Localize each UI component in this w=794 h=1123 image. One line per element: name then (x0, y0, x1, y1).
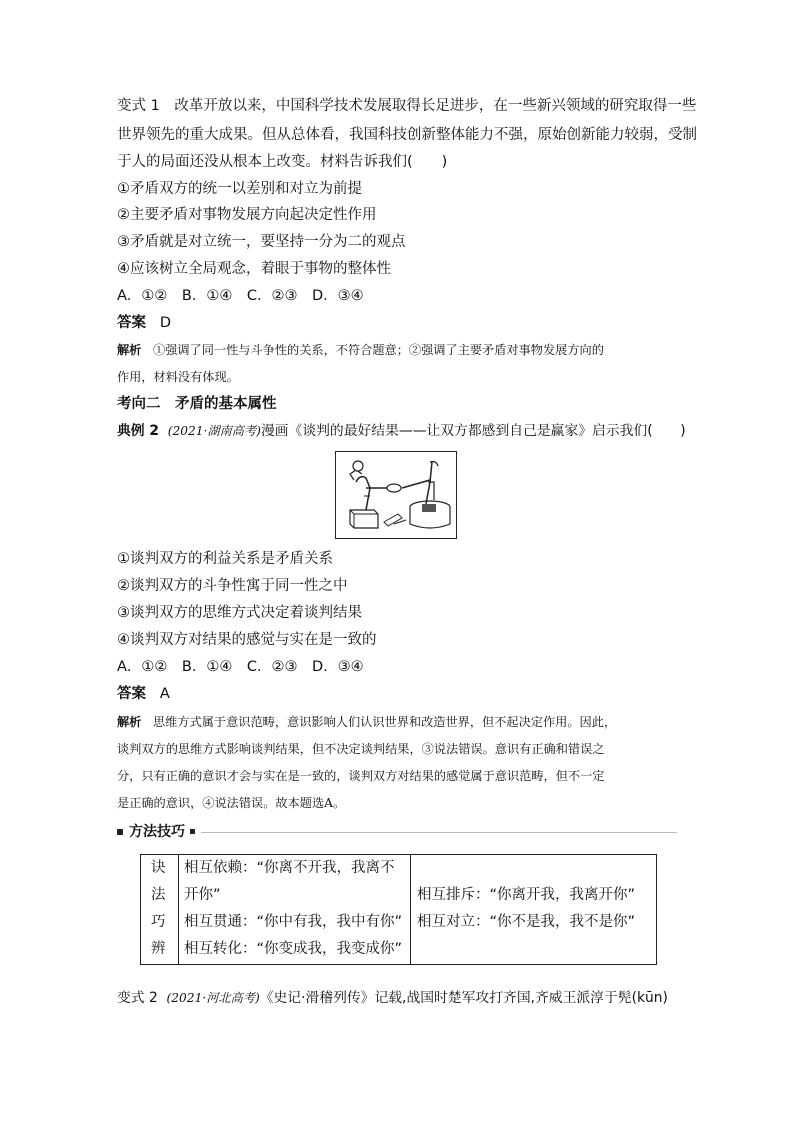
example2-option-3: ③谈判双方的思维方式决定着谈判结果 (117, 605, 362, 621)
heading-char: 巧 (151, 914, 166, 930)
divider (201, 832, 677, 833)
example2-choices: A．①② B．①④ C．②③ D．③④ (117, 659, 364, 675)
analysis-label: 解析 (117, 715, 142, 729)
table-cell-line: 相互贯通：“你中有我，我中有你” (184, 914, 403, 930)
variant2-text: 《史记·滑稽列传》记载,战国时楚军攻打齐国,齐威王派淳于髡(kūn) (259, 990, 668, 1006)
example2-analysis-line2: 谈判双方的思维方式影响谈判结果，但不决定谈判结果，③说法错误。意识有正确和错误之 (117, 742, 605, 756)
example2-analysis-line1 (117, 712, 616, 732)
table-cell-line: 相互依赖：“你离不开我，我离不 (184, 860, 395, 876)
example2-text: 漫画《谈判的最好结果——让双方都感到自己是赢家》启示我们( ) (260, 423, 686, 439)
example2-option-2: ②谈判双方的斗争性寓于同一性之中 (117, 578, 348, 594)
example2-source: (2021·湖南高考) (167, 424, 261, 438)
answer-value: A (159, 686, 170, 702)
table-column-heading (141, 855, 179, 964)
table-column-struggle (411, 855, 656, 964)
variant2-stem (117, 988, 668, 1008)
bullet-square-icon (190, 829, 195, 834)
cartoon-figure (335, 451, 457, 539)
variant1-stem-line1: 变式 1 改革开放以来，中国科学技术发展取得长足进步，在一些新兴领域的研究取得一些 (117, 98, 697, 114)
variant1-option-4: ④应该树立全局观念，着眼于事物的整体性 (117, 261, 391, 277)
bullet-square-icon (117, 829, 123, 835)
table-cell-line: 相互转化：“你变成我，我变成你” (184, 941, 403, 957)
variant1-option-1: ①矛盾双方的统一以差别和对立为前提 (117, 181, 362, 197)
answer-label: 答案 (117, 686, 146, 702)
heading-char: 法 (151, 887, 166, 903)
answer-value: D (159, 315, 171, 331)
method-section-header (117, 822, 677, 842)
analysis-label: 解析 (117, 343, 142, 357)
table-cell-line: 相互排斥：“你离开我，我离开你” (417, 887, 636, 903)
variant1-stem-line3: 于人的局面还没从根本上改变。材料告诉我们( ) (117, 154, 448, 170)
variant1-analysis-line1 (117, 340, 604, 360)
variant1-stem-line2: 世界领先的重大成果。但从总体看，我国科技创新整体能力不强，原始创新能力较弱，受制 (117, 127, 697, 143)
example2-option-4: ④谈判双方对结果的感觉与实在是一致的 (117, 632, 377, 648)
example2-label: 典例 2 (117, 423, 159, 439)
variant1-analysis-line2: 作用，材料没有体现。 (117, 370, 239, 384)
variant1-option-2: ②主要矛盾对事物发展方向起决定性作用 (117, 207, 377, 223)
analysis-text: 思维方式属于意识范畴，意识影响人们认识世界和改造世界，但不起决定作用。因此， (153, 715, 617, 729)
example2-analysis-line4: 是正确的意识，④说法错误。故本题选A。 (117, 796, 346, 810)
heading-char: 诀 (151, 860, 166, 876)
variant1-answer (117, 313, 171, 333)
example2-analysis-line3: 分，只有正确的意识才会与实在是一致的，谈判双方对结果的感觉属于意识范畴，但不一定 (117, 769, 605, 783)
variant1-choices: A．①② B．①④ C．②③ D．③④ (117, 288, 364, 304)
variant2-source: (2021·河北高考) (166, 991, 260, 1005)
analysis-text: ①强调了同一性与斗争性的关系，不符合题意；②强调了主要矛盾对事物发展方向的 (153, 343, 604, 357)
variant2-label: 变式 2 (117, 990, 158, 1006)
table-column-unity (178, 855, 411, 964)
example2-answer (117, 684, 170, 704)
method-title: 方法技巧 (129, 824, 185, 840)
section-title: 考向二 矛盾的基本属性 (117, 396, 277, 412)
table-cell-line: 开你” (184, 887, 221, 903)
negotiation-cartoon-image (336, 452, 455, 537)
answer-label: 答案 (117, 315, 146, 331)
heading-char: 辨 (151, 941, 166, 957)
tips-table (140, 854, 657, 965)
variant1-option-3: ③矛盾就是对立统一，要坚持一分为二的观点 (117, 234, 406, 250)
example2-option-1: ①谈判双方的利益关系是矛盾关系 (117, 551, 333, 567)
example2-stem (117, 421, 686, 441)
table-cell-line: 相互对立：“你不是我，我不是你” (417, 914, 636, 930)
